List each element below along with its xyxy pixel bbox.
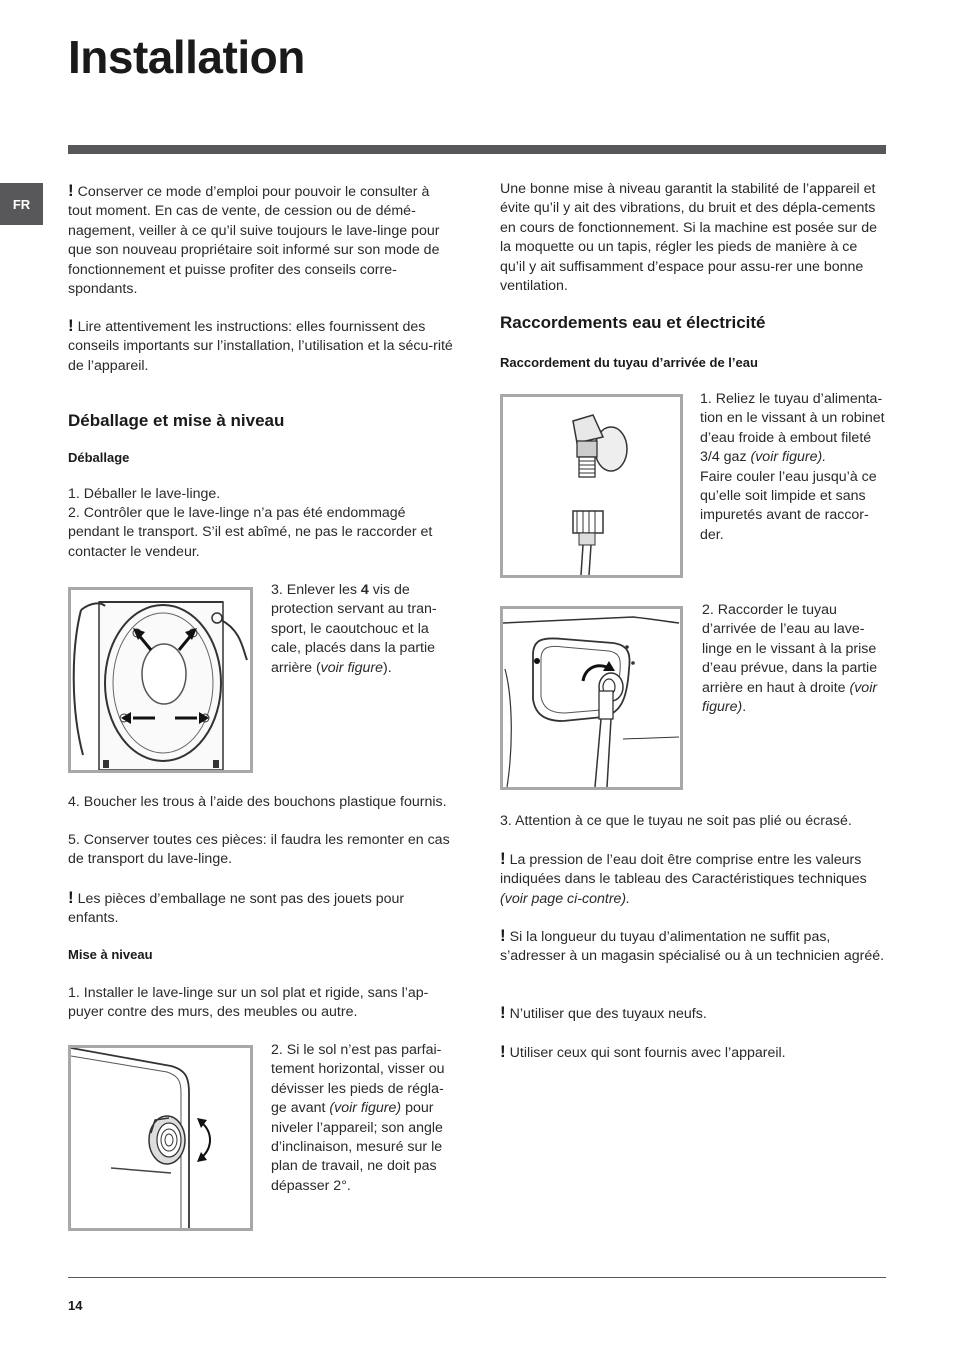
warning-mark: !: [500, 1003, 506, 1022]
level2-figure-ref: (voir figure): [329, 1100, 402, 1117]
warning-text: N’utiliser que des tuyaux neufs.: [509, 1006, 707, 1022]
foot-illustration: [71, 1048, 250, 1228]
warning-packaging-not-toys: [68, 888, 453, 929]
subsection-title-unpacking: Déballage: [68, 450, 130, 465]
warning-page-ref: (voir page ci-contre).: [500, 890, 631, 907]
page-title: Installation: [68, 31, 305, 83]
unpack-step-1: 1. Déballer le lave-linge.: [68, 486, 221, 502]
warning-mark: !: [500, 849, 506, 868]
warning-text: Conserver ce mode d’emploi pour pouvoir le consulter à tout moment. En cas de vente, de cession ou de démé-nagement, veiller à ce qu’il suive toujours le lave-linge pour que son nouveau propriétaire soit informé sur son mode de fonctionnement et puisse profiter des conseils corre-spondants.: [68, 184, 440, 298]
unpack-step-3: [271, 581, 456, 678]
unpack-step-2: 2. Contrôler que le lave-linge n’a pas été endommagé pendant le transport. S’il est abîmé, ne pas le raccorder et contacter le vendeur.: [68, 505, 433, 560]
warning-mark: !: [500, 1042, 506, 1061]
header-rule: [68, 145, 886, 154]
warning-supplied-hoses: [500, 1042, 885, 1063]
figure-inlet-connection: [500, 606, 683, 790]
language-tab: [0, 183, 43, 225]
figure-tap-hose: [500, 394, 683, 578]
level2-text-post: pour niveler l’appareil; son angle d’inclinaison, mesuré sur le plan de travail, ne doit pas dépasser 2°.: [271, 1100, 443, 1194]
tap-illustration: [503, 397, 680, 575]
unpack-step-5: 5. Conserver toutes ces pièces: il faudra les remonter en cas de transport du lave-linge.: [68, 832, 450, 868]
water2-text-pre: 2. Raccorder le tuyau d’arrivée de l’eau au lave-linge en le vissant à la prise d’eau prévue, dans la partie arrière en haut à droite: [702, 602, 878, 696]
figure-adjustable-foot: [68, 1045, 253, 1231]
warning-mark: !: [68, 888, 74, 907]
water1-figure-ref: (voir figure).: [750, 449, 827, 466]
warning-mark: !: [68, 316, 74, 335]
level-step-1: 1. Installer le lave-linge sur un sol plat et rigide, sans l’ap-puyer contre des murs, des meubles ou autre.: [68, 985, 429, 1021]
water-step-1: [700, 390, 888, 545]
water-step-3: 3. Attention à ce que le tuyau ne soit pas plié ou écrasé.: [500, 813, 852, 829]
warning-mark: !: [500, 926, 506, 945]
inlet-illustration: [503, 609, 680, 787]
warning-water-pressure: [500, 849, 885, 909]
level2-text-pre: 2. Si le sol n’est pas parfai-tement horizontal, visser ou dévisser les pieds de régla-ge avant: [271, 1042, 445, 1117]
warning-mark: !: [68, 181, 74, 200]
page-number: 14: [68, 1298, 83, 1313]
section-title-water-electric: Raccordements eau et électricité: [500, 313, 766, 332]
warning-text: Si la longueur du tuyau d’alimentation ne suffit pas, s’adresser à un magasin spécialisé ou à un technicien agréé.: [500, 929, 885, 965]
water2-text-post: .: [742, 699, 747, 716]
water1-text-pre: 1. Reliez le tuyau d’alimenta-tion en le vissant à un robinet d’eau froide à embout fileté 3/4 gaz: [700, 391, 885, 466]
step3-text-mid: vis de protection servant au tran-sport, le caoutchouc et la cale, placés dans la partie arrière (: [271, 582, 437, 676]
warning-text: Utiliser ceux qui sont fournis avec l’appareil.: [509, 1045, 786, 1061]
step3-screw-count: 4: [360, 582, 369, 598]
water1-text-post: Faire couler l’eau jusqu’à ce qu’elle soit limpide et sans impuretés avant de raccor-der.: [700, 468, 877, 543]
water-step-2: [702, 601, 888, 717]
warning-hose-length: [500, 926, 885, 967]
warning-text: Les pièces d’emballage ne sont pas des jouets pour enfants.: [68, 891, 405, 927]
warning-text: La pression de l’eau doit être comprise entre les valeurs indiquées dans le tableau des Caractéristiques techniques: [500, 852, 867, 888]
figure-transport-screws: [68, 587, 253, 773]
warning-text: Lire attentivement les instructions: elles fournissent des conseils importants sur l’installation, l’utilisation et la sécu-rité de l’appareil.: [68, 319, 453, 374]
warning-new-hoses: [500, 1003, 885, 1024]
language-tab-label: FR: [12, 196, 31, 212]
step3-text-pre: 3. Enlever les: [271, 582, 361, 598]
leveling-intro: Une bonne mise à niveau garantit la stabilité de l’appareil et évite qu’il y ait des vibrations, du bruit et des dépla-cements en cours de fonctionnement. Si la machine est posée sur de la moquette ou un tapis, régler les pieds de manière à ce qu’il y ait suffisamment d’espace pour assu-rer une bonne ventilation.: [500, 181, 877, 295]
washer-back-illustration: [71, 590, 250, 770]
warning-keep-manual: [68, 181, 453, 299]
footer-rule: [68, 1277, 886, 1278]
unpack-step-4: 4. Boucher les trous à l’aide des bouchons plastique fournis.: [68, 794, 447, 810]
subsection-title-leveling: Mise à niveau: [68, 947, 153, 962]
water2-figure-ref: (voir figure): [702, 679, 878, 716]
section-title-unpacking-leveling: Déballage et mise à niveau: [68, 411, 285, 430]
level-step-2: [271, 1041, 456, 1196]
step3-text-post: ).: [382, 659, 392, 676]
subsection-title-water-hose: Raccordement du tuyau d’arrivée de l’eau: [500, 355, 758, 370]
step3-figure-ref: voir figure: [320, 659, 383, 676]
warning-read-instructions: [68, 316, 453, 376]
